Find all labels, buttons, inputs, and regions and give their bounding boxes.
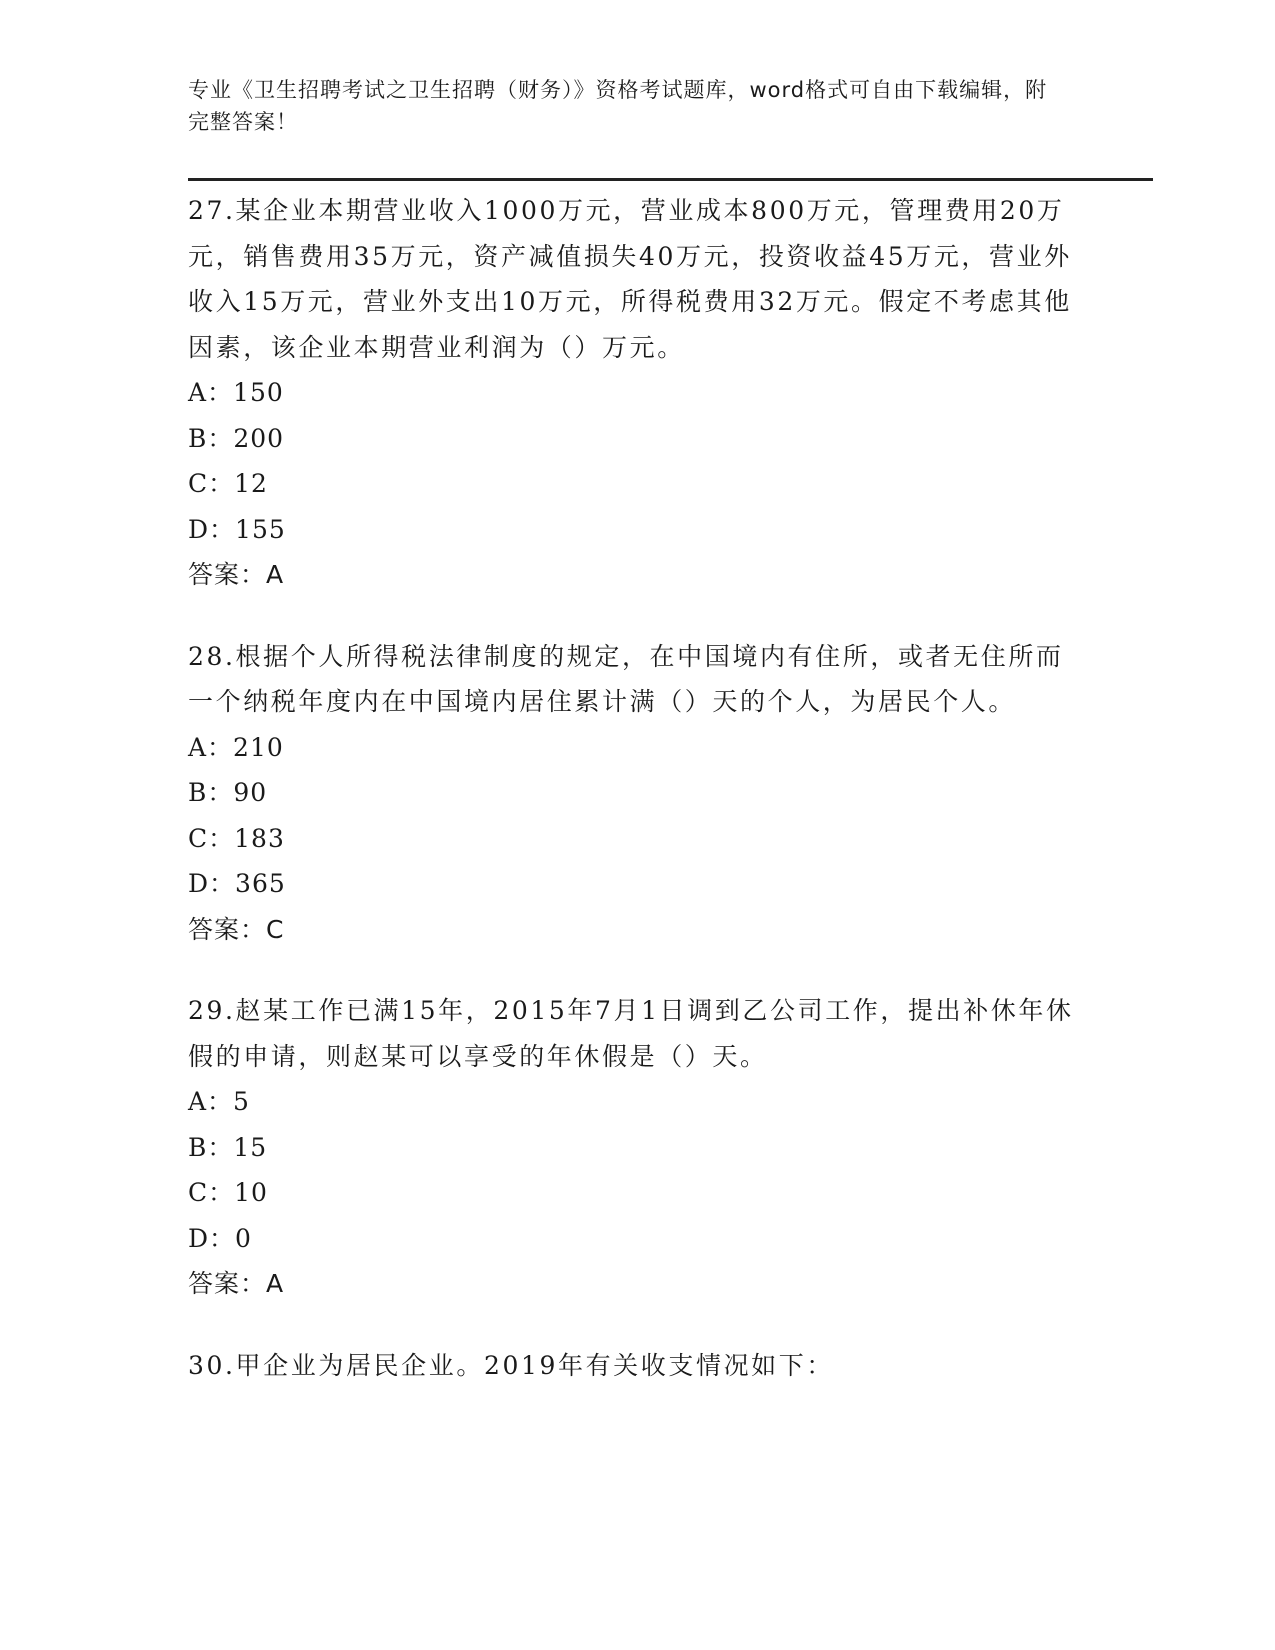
option-a: A：150: [188, 378, 284, 407]
option-a: A：210: [188, 732, 284, 762]
option-b: B：90: [188, 778, 268, 807]
document-header: 专业《卫生招聘考试之卫生招聘（财务）》资格考试题库，word格式可自由下载编辑，附完整答案！: [188, 78, 1048, 134]
option-c: C：12: [188, 469, 268, 498]
option-d: D：0: [188, 1223, 252, 1253]
answer: 答案：C: [188, 914, 285, 944]
question-30: [188, 1343, 1088, 1389]
question-list: [188, 188, 1088, 1424]
question-stem: 30.甲企业为居民企业。2019年有关收支情况如下：: [188, 1350, 834, 1380]
option-b: B：200: [188, 423, 285, 453]
option-c: C：10: [188, 1178, 268, 1207]
option-d: D：155: [188, 514, 286, 544]
question-27: [188, 188, 1088, 598]
option-c: C：183: [188, 823, 285, 853]
option-d: D：365: [188, 869, 286, 898]
question-29: [188, 988, 1088, 1307]
question-stem: 27.某企业本期营业收入1000万元，营业成本800万元，管理费用20万元，销售费用35万元，资产减值损失40万元，投资收益45万元，营业外收入15万元，营业外支出10万元，所得税费用32万元。假定不考虑其他因素，该企业本期营业利润为（）万元。: [188, 196, 1072, 362]
option-b: B：15: [188, 1132, 268, 1162]
answer: 答案：A: [188, 1269, 285, 1298]
header-divider: [188, 178, 1153, 181]
answer: 答案：A: [188, 560, 285, 589]
question-stem: 28.根据个人所得税法律制度的规定，在中国境内有住所，或者无住所而一个纳税年度内在中国境内居住累计满（）天的个人，为居民个人。: [188, 641, 1064, 716]
option-a: A：5: [188, 1087, 250, 1116]
question-28: [188, 634, 1088, 953]
question-stem: 29.赵某工作已满15年，2015年7月1日调到乙公司工作，提出补休年休假的申请，则赵某可以享受的年休假是（）天。: [188, 996, 1074, 1071]
